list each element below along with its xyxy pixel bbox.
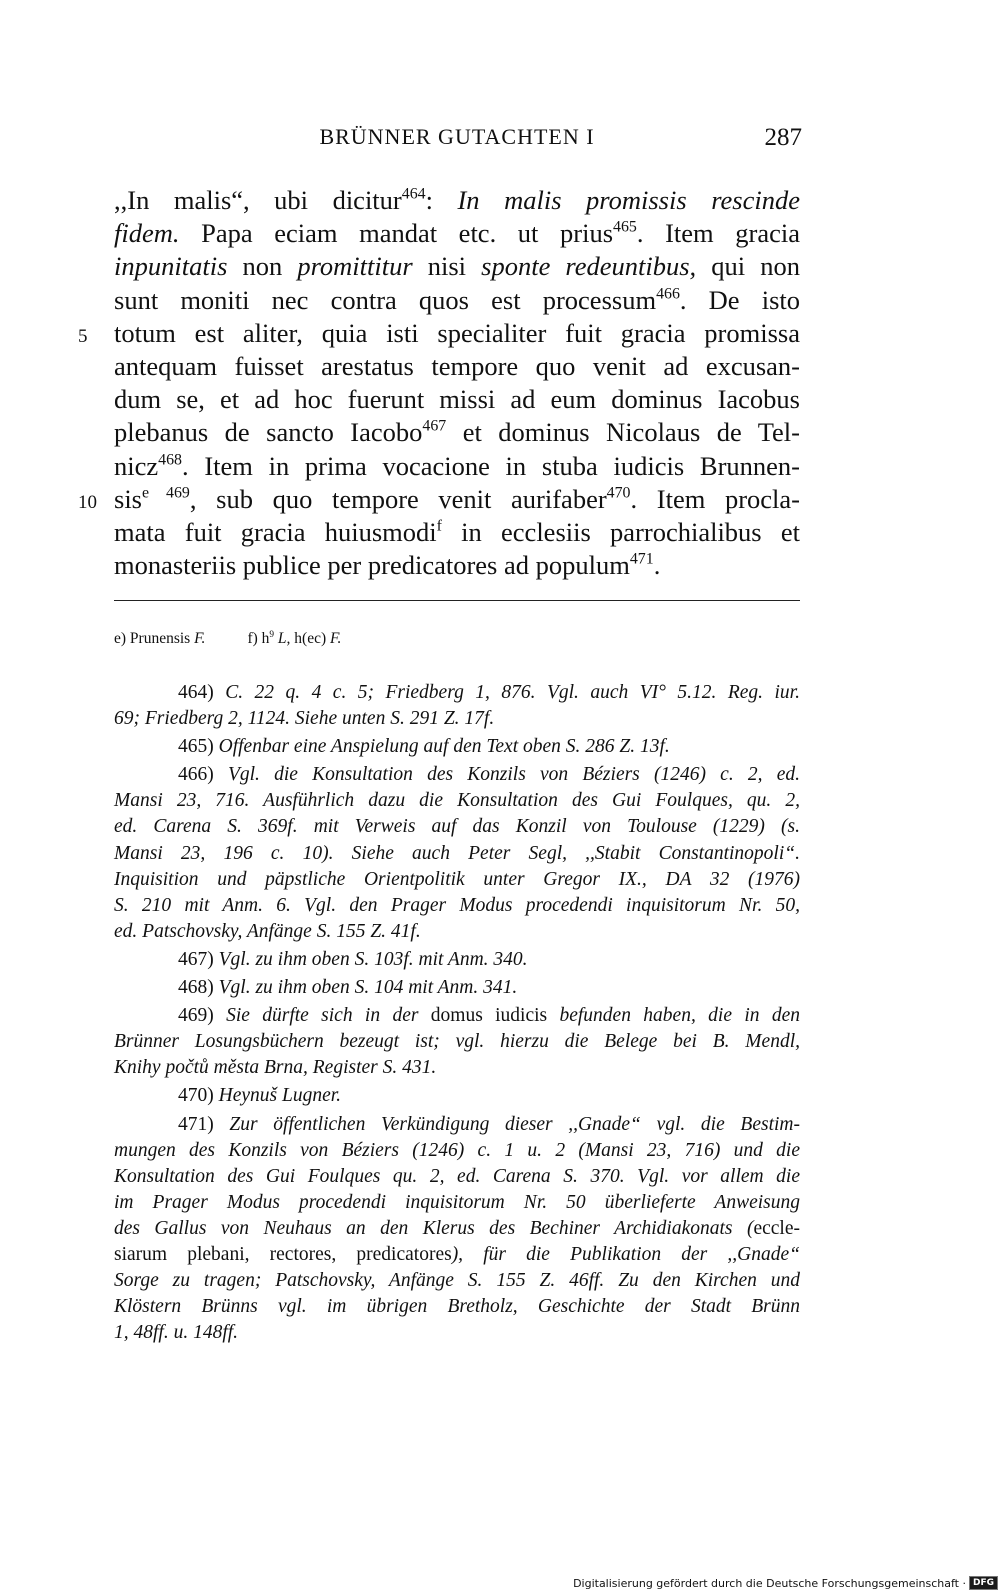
digitization-credit bbox=[573, 1576, 998, 1590]
running-title: BRÜNNER GUTACHTEN I bbox=[319, 124, 595, 149]
note-reference: f bbox=[436, 517, 442, 535]
italic-text: S. 210 mit Anm. 6. Vgl. den Prager Modus procedendi inquisitorum Nr. 50, bbox=[114, 894, 800, 916]
footnote-line bbox=[114, 1055, 800, 1081]
italic-text: Sorge zu tragen; Patschovsky, Anfänge S. 155 Z. 46ff. Zu den Kirchen und bbox=[114, 1270, 800, 1292]
italic-text: fidem. bbox=[114, 218, 180, 249]
text-run: h(ec) bbox=[290, 630, 331, 647]
footnote-line bbox=[114, 814, 800, 840]
note-reference: 468 bbox=[158, 451, 182, 469]
italic-text: Vgl. zu ihm oben S. 104 mit Anm. 341. bbox=[218, 977, 518, 999]
text-run: nisi bbox=[412, 251, 482, 282]
text-run: . De isto bbox=[679, 284, 801, 315]
line-text bbox=[114, 284, 800, 317]
italic-text: im Prager Modus procedendi inquisitorum Nr. 50 überlieferte Anweisung bbox=[114, 1191, 800, 1213]
footnote-number: 470) bbox=[178, 1085, 219, 1107]
footnote-line bbox=[114, 841, 800, 867]
text-run: f) h bbox=[247, 630, 270, 647]
running-head bbox=[112, 124, 802, 156]
text-run: e) Prunensis bbox=[114, 630, 195, 647]
footnote-first-line bbox=[114, 1083, 800, 1109]
text-line bbox=[114, 284, 800, 317]
note-reference: 465 bbox=[613, 218, 637, 236]
line-text bbox=[114, 450, 800, 483]
text-run: . bbox=[653, 550, 661, 581]
footnote-divider bbox=[114, 600, 800, 601]
footnote-number: 471) bbox=[178, 1113, 230, 1135]
line-text bbox=[114, 383, 800, 416]
text-run: . Item in prima vocacione in stuba iudicis Brunnen- bbox=[181, 450, 800, 481]
line-text bbox=[114, 184, 800, 217]
footnote-line bbox=[114, 867, 800, 893]
italic-text: Heynuš Lugner. bbox=[218, 1085, 342, 1107]
note-reference: 467 bbox=[422, 417, 447, 435]
footnote-first-line bbox=[114, 1112, 800, 1138]
text-line bbox=[114, 350, 800, 383]
dfg-logo-icon: DFG bbox=[969, 1576, 998, 1590]
text-run: eccle- bbox=[753, 1217, 800, 1239]
italic-text: Mansi 23, 716. Ausführlich dazu die Konsultation des Gui Foulques, qu. 2, bbox=[114, 790, 800, 812]
text-run: monasteriis publice per predicatores ad populum bbox=[114, 550, 630, 581]
italic-text: ed. Patschovsky, Anfänge S. 155 Z. 41f. bbox=[114, 920, 421, 942]
footnote-line bbox=[114, 706, 800, 732]
italic-text: Vgl. zu ihm oben S. 103f. mit Anm. 340. bbox=[218, 948, 528, 970]
footnote-number: 464) bbox=[178, 682, 226, 703]
italic-text: Sie dürfte sich in der bbox=[226, 1005, 419, 1027]
line-text bbox=[114, 250, 800, 283]
italic-text: 69; Friedberg 2, 1124. Siehe unten S. 291 Z. 17f. bbox=[114, 708, 495, 730]
footnote-line bbox=[114, 1216, 800, 1242]
text-run: totum est aliter, quia isti specialiter fuit gracia promissa bbox=[114, 317, 800, 348]
footnote-line bbox=[114, 1190, 800, 1216]
text-run: ,,In malis“, ubi dicitur bbox=[114, 185, 402, 215]
italic-text: ed. Carena S. 369f. mit Verweis auf das Konzil von Toulouse (1229) (s. bbox=[114, 816, 800, 838]
italic-text: 1, 48ff. u. 148ff. bbox=[114, 1322, 239, 1344]
critical-apparatus bbox=[114, 630, 800, 648]
italic-text: inpunitatis bbox=[114, 251, 228, 282]
text-run: non bbox=[227, 251, 298, 282]
text-run: in ecclesiis parrochialibus et bbox=[441, 516, 800, 547]
footnote-line bbox=[114, 1294, 800, 1320]
text-run: domus iudicis bbox=[418, 1005, 560, 1027]
italic-text: Inquisition und päpstliche Orientpolitik unter Gregor IX., DA 32 (1976) bbox=[114, 868, 800, 890]
text-run: dum se, et ad hoc fuerunt missi ad eum dominus Iacobus bbox=[114, 384, 800, 415]
italic-text: Brünner Losungsbüchern bezeugt ist; vgl. hierzu die Belege bei B. Mendl, bbox=[114, 1031, 800, 1053]
line-text bbox=[114, 516, 800, 549]
note-reference: 464 bbox=[401, 185, 426, 203]
line-text bbox=[114, 416, 800, 449]
apparatus-note bbox=[247, 630, 341, 648]
text-run: . Item procla- bbox=[630, 483, 800, 514]
italic-text: befunden haben, die in den bbox=[559, 1005, 800, 1027]
italic-text: F. bbox=[194, 630, 206, 647]
text-run: antequam fuisset arestatus tempore quo venit ad excusan- bbox=[114, 350, 800, 381]
page-number: 287 bbox=[764, 124, 802, 151]
footnotes bbox=[114, 680, 800, 1348]
credit-text: Digitalisierung gefördert durch die Deutsche Forschungsgemeinschaft · bbox=[573, 1576, 966, 1590]
footnote-line bbox=[114, 1164, 800, 1190]
text-line bbox=[114, 549, 800, 582]
footnote-first-line bbox=[114, 680, 800, 706]
line-text bbox=[114, 483, 800, 516]
text-line bbox=[78, 317, 800, 350]
apparatus-note bbox=[114, 630, 205, 648]
text-line bbox=[114, 450, 800, 483]
text-line bbox=[114, 184, 800, 217]
footnote-first-line bbox=[114, 975, 800, 1001]
footnote-line bbox=[114, 919, 800, 945]
footnote-line bbox=[114, 893, 800, 919]
note-reference: 9 bbox=[269, 629, 275, 640]
text-line bbox=[114, 250, 800, 283]
footnote-first-line bbox=[114, 947, 800, 973]
italic-text: ), für die Publikation der ,,Gnade“ bbox=[451, 1243, 800, 1265]
main-text bbox=[78, 184, 801, 582]
italic-text: sponte redeuntibus, bbox=[481, 251, 697, 282]
footnote-line bbox=[114, 1138, 800, 1164]
footnote-first-line bbox=[114, 734, 800, 760]
note-reference: 470 bbox=[606, 484, 631, 502]
footnote-number: 468) bbox=[178, 977, 219, 999]
line-text bbox=[114, 217, 800, 250]
line-text bbox=[114, 317, 800, 350]
line-number: 5 bbox=[78, 325, 88, 347]
footnote-line bbox=[114, 788, 800, 814]
italic-text: Offenbar eine Anspielung auf den Text oben S. 286 Z. 13f. bbox=[218, 736, 670, 758]
footnote-first-line bbox=[114, 762, 800, 788]
italic-text: Mansi 23, 196 c. 10). Siehe auch Peter Segl, ,,Stabit Constantinopoli“. bbox=[114, 842, 800, 864]
text-run: mata fuit gracia huiusmodi bbox=[114, 516, 437, 547]
line-text bbox=[114, 549, 800, 582]
italic-text: Knihy počtů města Brna, Register S. 431. bbox=[114, 1057, 437, 1079]
footnote-first-line bbox=[114, 1003, 800, 1029]
line-text bbox=[114, 350, 800, 383]
italic-text: L, bbox=[277, 630, 291, 647]
italic-text: Konsultation des Gui Foulques qu. 2, ed. Carena S. 370. Vgl. vor allem die bbox=[114, 1165, 800, 1187]
text-run: , sub quo tempore venit aurifaber bbox=[189, 483, 607, 514]
text-line bbox=[114, 383, 800, 416]
italic-text: In malis promissis rescinde bbox=[457, 185, 800, 215]
note-reference: 466 bbox=[656, 285, 680, 303]
italic-text: mungen des Konzils von Béziers (1246) c. 1 u. 2 (Mansi 23, 716) und die bbox=[114, 1139, 800, 1161]
italic-text: Vgl. die Konsultation des Konzils von Béziers (1246) c. 2, ed. bbox=[227, 764, 800, 786]
text-run: sunt moniti nec contra quos est processum bbox=[114, 284, 657, 315]
text-run: . Item gracia bbox=[636, 218, 800, 249]
footnote-number: 469) bbox=[178, 1005, 227, 1027]
italic-text: Zur öffentlichen Verkündigung dieser ,,Gnade“ vgl. die Bestim- bbox=[229, 1113, 800, 1135]
line-number: 10 bbox=[78, 491, 97, 513]
footnote-number: 465) bbox=[178, 736, 219, 758]
text-run: siarum plebani, rectores, predicatores bbox=[114, 1243, 452, 1265]
text-run: qui non bbox=[696, 251, 800, 282]
text-line bbox=[78, 483, 800, 516]
italic-text: Klöstern Brünns vgl. im übrigen Bretholz, Geschichte der Stadt Brünn bbox=[114, 1296, 800, 1318]
text-run: Papa eciam mandat etc. ut prius bbox=[179, 218, 614, 249]
text-run: plebanus de sancto Iacobo bbox=[114, 417, 423, 448]
italic-text: F. bbox=[330, 630, 342, 647]
footnote-number: 467) bbox=[178, 948, 219, 970]
footnote-line bbox=[114, 1029, 800, 1055]
italic-text: promittitur bbox=[297, 251, 413, 282]
footnote-line bbox=[114, 1242, 800, 1268]
italic-text: C. 22 q. 4 c. 5; Friedberg 1, 876. Vgl. auch VI° 5.12. Reg. iur. bbox=[225, 682, 800, 703]
text-run: sis bbox=[114, 483, 142, 514]
text-run: et dominus Nicolaus de Tel- bbox=[446, 417, 800, 448]
text-line bbox=[114, 516, 800, 549]
text-line bbox=[114, 416, 800, 449]
text-run: nicz bbox=[114, 450, 159, 481]
footnote-spacer bbox=[114, 1346, 800, 1348]
italic-text: des Gallus von Neuhaus an den Klerus des Bechiner Archidiakonats ( bbox=[114, 1217, 754, 1239]
note-reference: 471 bbox=[629, 550, 654, 568]
footnote-line bbox=[114, 1320, 800, 1346]
footnote-line bbox=[114, 1268, 800, 1294]
text-line bbox=[114, 217, 800, 250]
footnote-number: 466) bbox=[178, 764, 228, 786]
text-run: : bbox=[425, 185, 458, 215]
note-reference: e 469 bbox=[142, 484, 190, 502]
